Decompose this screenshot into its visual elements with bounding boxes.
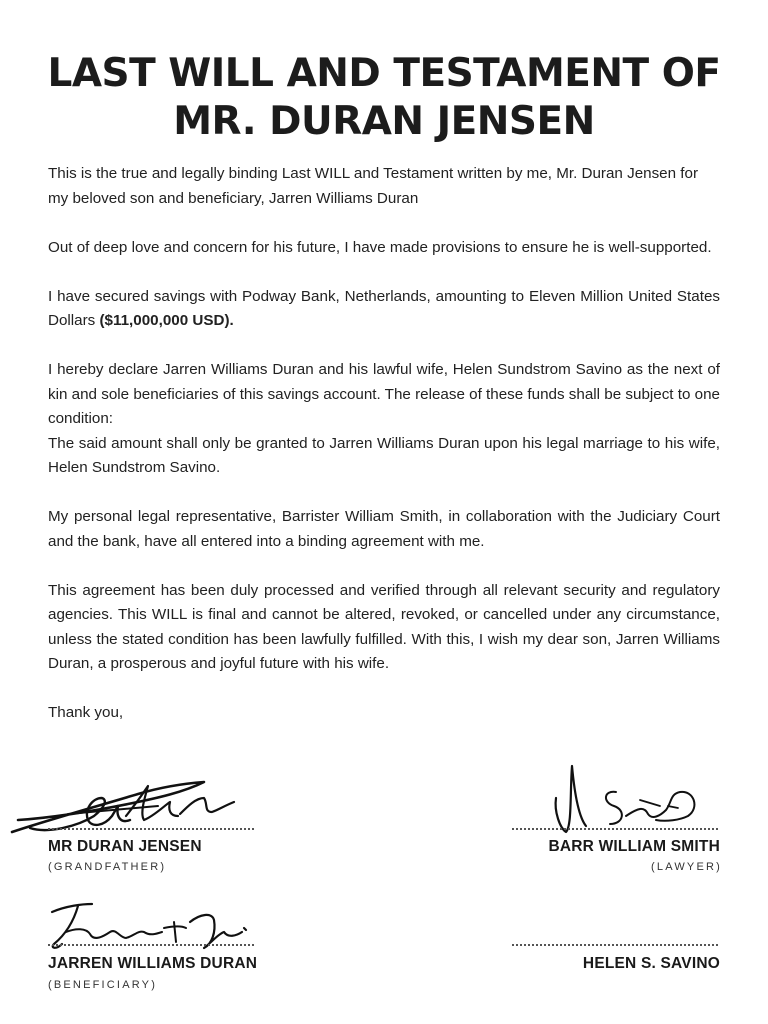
signature-line-jarren-duran (48, 944, 254, 946)
paragraph-savings (48, 285, 720, 334)
signatory-role-grandfather: (GRANDFATHER) (48, 861, 167, 873)
paragraph-provisions: Out of deep love and concern for his future, I have made provisions to ensure he is well-supported. (48, 238, 712, 256)
savings-text: I have secured savings with Podway Bank, Netherlands, amounting to Eleven Million United States Dollars (48, 287, 720, 329)
title-line-2: MR. DURAN JENSEN (173, 99, 595, 144)
signature-duran-jensen (8, 776, 248, 840)
paragraph-intro: This is the true and legally binding Last WILL and Testament written by me, Mr. Duran Jensen for my beloved son and beneficiary, Jarren Williams Duran (48, 165, 699, 207)
paragraph-representative: My personal legal representative, Barrister William Smith, in collaboration with the Judiciary Court and the bank, have all entered into a binding agreement with me. (48, 508, 720, 550)
title-line-1: LAST WILL AND TESTAMENT OF (47, 51, 721, 96)
signature-line-william-smith (512, 828, 718, 830)
savings-amount: ($11,000,000 USD). (99, 312, 234, 329)
declaration-text: I hereby declare Jarren Williams Duran and his lawful wife, Helen Sundstrom Savino as the next of kin and sole beneficiaries of this savings account. The release of these funds shall be subject to one condition: (48, 361, 720, 427)
signatory-name-helen-savino: HELEN S. SAVINO (582, 955, 720, 972)
signatory-name-william-smith: BARR WILLIAM SMITH (548, 838, 720, 855)
signatory-name-duran-jensen: MR DURAN JENSEN (48, 838, 202, 855)
paragraph-agreement: This agreement has been duly processed and verified through all relevant security and regulatory agencies. This WILL is final and cannot be altered, revoked, or cancelled under any circumstance, unless the stated condition has been lawfully fulfilled. With this, I wish my dear son, Jarren Williams Duran, a prosperous and joyful future with his wife. (48, 581, 720, 672)
signatory-role-beneficiary: (BENEFICIARY) (48, 979, 158, 991)
paragraph-closing: Thank you, (48, 704, 124, 721)
signatory-role-lawyer: (LAWYER) (651, 861, 722, 873)
document-title (0, 50, 768, 146)
signature-line-helen-savino (512, 944, 718, 946)
signatory-name-jarren-duran: JARREN WILLIAMS DURAN (48, 955, 258, 972)
signature-line-duran-jensen (48, 828, 254, 830)
document-body (48, 162, 720, 750)
paragraph-condition: The said amount shall only be granted to Jarren Williams Duran upon his legal marriage to his wife, Helen Sundstrom Savino. (48, 434, 720, 476)
paragraph-declaration (48, 358, 720, 432)
